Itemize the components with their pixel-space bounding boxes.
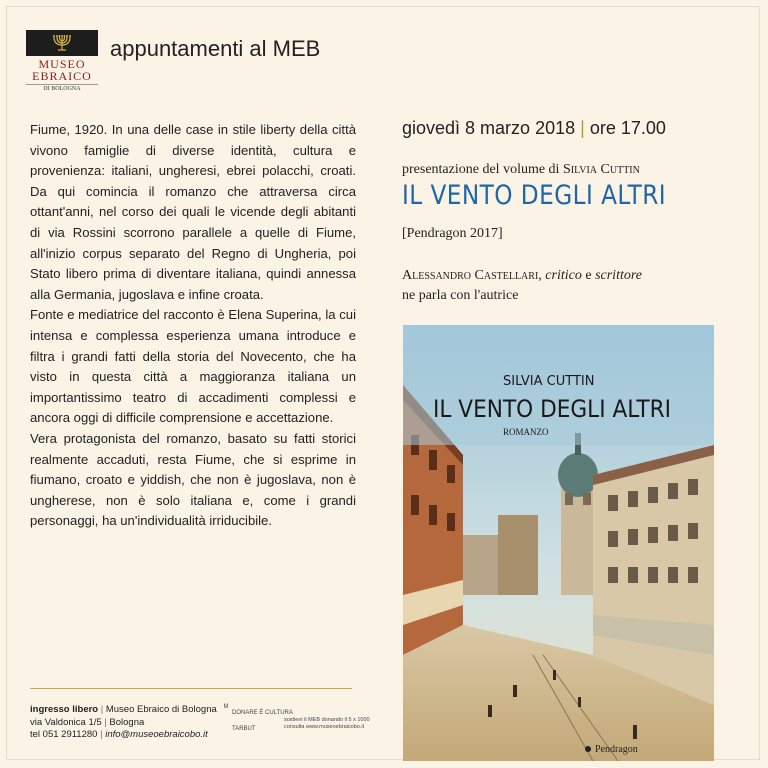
entry-info: ingresso libero <box>30 704 99 715</box>
footer-museum: Museo Ebraico di Bologna <box>105 704 217 715</box>
speaker-role-critic: critico <box>545 268 582 283</box>
cover-illustration <box>403 325 714 761</box>
speaker-and: e <box>581 268 596 283</box>
logo-text-ebraico: EBRAICO <box>32 69 92 83</box>
cover-publisher: Pendragon <box>595 744 638 755</box>
presentation-prefix: presentazione del volume di <box>402 162 563 177</box>
book-title: IL VENTO DEGLI ALTRI <box>402 180 667 211</box>
event-time: ore 17.00 <box>589 118 666 138</box>
sponsor-line-2: TARBUT <box>232 726 256 732</box>
logo-text-bologna: DI BOLOGNA <box>26 84 98 93</box>
book-cover-image <box>403 325 714 761</box>
publisher-info: [Pendragon 2017] <box>402 226 503 241</box>
footer-divider <box>30 688 352 689</box>
description-paragraph-2: Fonte e mediatrice del racconto è Elena Superina, la cui intensa e complessa esperienza umana introduce e filtra i grandi fatti della storia del Novecento, che ha visto in questa città a maggioranza italiana un importantissimo teatro di accadimenti complessi e ancora oggi di difficile comprensione e accettazione. <box>30 307 356 426</box>
speaker-comma: , <box>538 268 546 283</box>
logo-text-museo: MUSEO <box>38 57 86 71</box>
speaker-name: Alessandro Castellari <box>402 268 539 283</box>
menorah-icon <box>50 34 74 52</box>
event-datetime <box>402 118 666 139</box>
sponsor-vertical-letter: M <box>223 704 229 710</box>
book-description <box>30 120 356 532</box>
presentation-line <box>402 162 640 178</box>
cover-subtitle: ROMANZO <box>503 427 549 437</box>
footer-address: via Valdonica 1/5 <box>30 716 102 728</box>
footer-info: ingresso libero | Museo Ebraico di Bologna via Valdonica 1/5 | Bologna tel 051 2911280 | info@museoebraicobo.it <box>30 704 217 741</box>
footer-phone: tel 051 2911280 <box>30 729 98 741</box>
logo-box <box>26 30 98 56</box>
description-paragraph-1: Fiume, 1920. In una delle case in stile liberty della città vivono famiglie di diverse identità, cultura e provenienza: italiani, ungheresi, ebrei polacchi, croati. Da qui comincia il romanzo che attraversa circa ottant'anni, nel corso dei quali le vicende degli abitanti di via Rossini scorrono parallele a quelle di Fiume, all'inizio corpus separato del Regno di Ungheria, poi Stato libero prima di diventare italiana, quindi annessa alla Germania, jugoslava e infine croata. <box>30 122 356 302</box>
description-paragraph-3: Vera protagonista del romanzo, basato su fatti storici realmente accaduti, resta Fiume, che si esprime in fiumano, croato e yiddish, che non è jugoslava, non è ungherese, non è solo italiana e, come i grandi personaggi, ha un'individualità irriducibile. <box>30 430 356 529</box>
donation-line-2: consulta www.museoebraicobo.it <box>284 724 365 730</box>
event-date: giovedì 8 marzo 2018 <box>402 118 576 138</box>
sponsor-line-1: DONARE È CULTURA <box>232 710 293 716</box>
publisher-logo-icon <box>585 746 591 752</box>
footer-email-link[interactable]: info@museoebraicobo.it <box>105 729 208 741</box>
speaker-role-writer: scrittore <box>595 268 642 283</box>
page-title: appuntamenti al MEB <box>110 36 321 61</box>
sponsor-logo <box>222 704 293 740</box>
donation-note <box>284 717 370 731</box>
speaker-info <box>402 266 642 306</box>
cover-title: IL VENTO DEGLI ALTRI <box>433 395 671 423</box>
footer-city: Bologna <box>109 716 145 728</box>
museum-logo <box>26 30 98 96</box>
date-separator: | <box>580 118 585 138</box>
author-name: Silvia Cuttin <box>562 162 640 177</box>
donation-line-1: sostieni il MEB donando il 5 x 1000 <box>284 717 370 723</box>
speaker-line-2: ne parla con l'autrice <box>402 288 519 303</box>
cover-author: SILVIA CUTTIN <box>503 374 595 389</box>
